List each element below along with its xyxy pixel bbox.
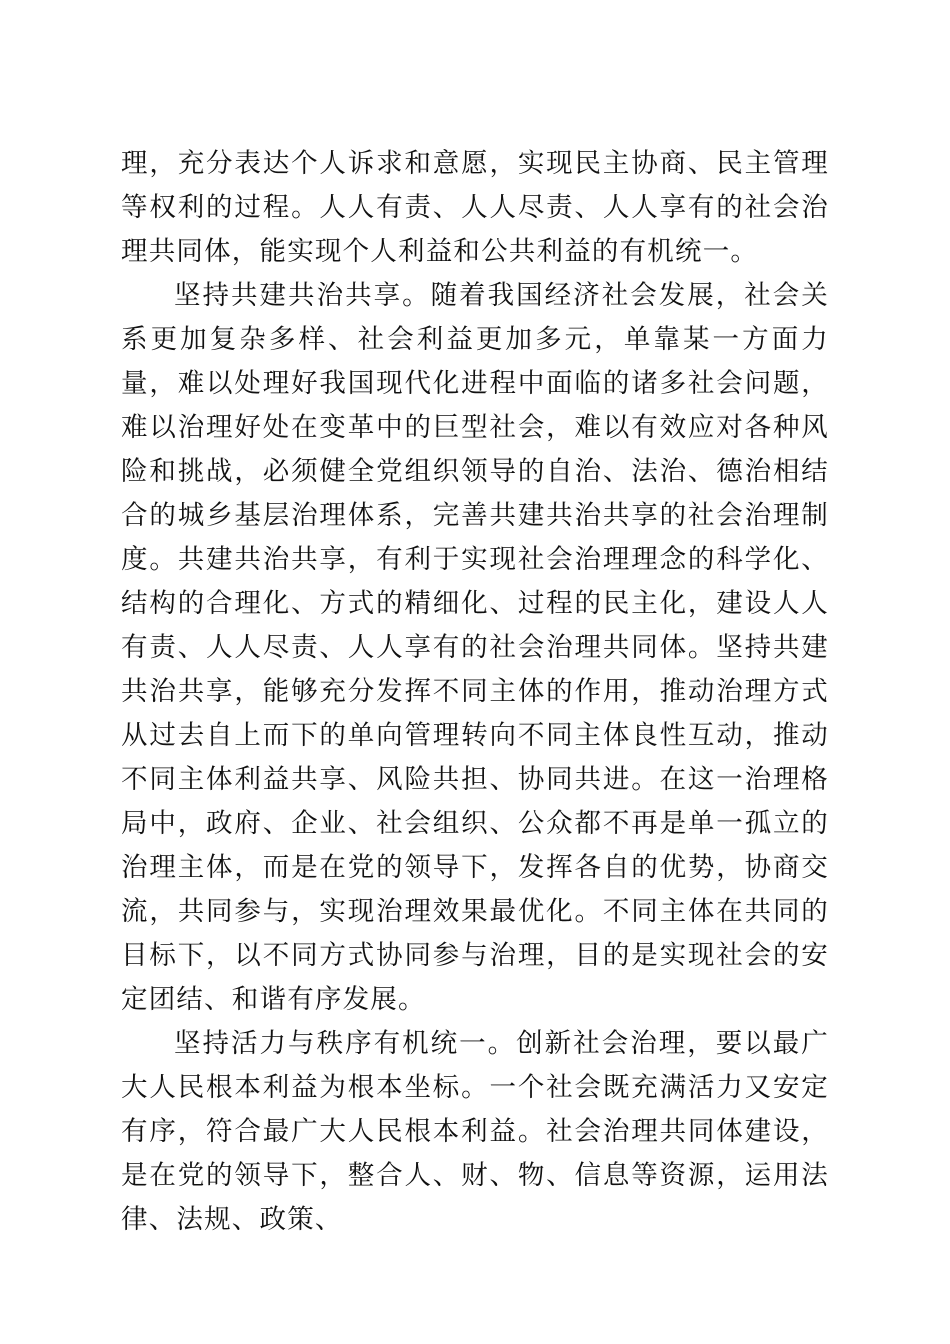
paragraph-co-construction: 坚持共建共治共享。随着我国经济社会发展，社会关系更加复杂多样、社会利益更加多元，单靠某一方面力量，难以处理好我国现代化进程中面临的诸多社会问题，难以治理好处在变革中的巨型社会，难以有效应对各种风险和挑战，必须健全党组织领导的自治、法治、德治相结合的城乡基层治理体系，完善共建共治共享的社会治理制度。共建共治共享，有利于实现社会治理理念的科学化、结构的合理化、方式的精细化、过程的民主化，建设人人有责、人人尽责、人人享有的社会治理共同体。坚持共建共治共享，能够充分发挥不同主体的作用，推动治理方式从过去自上而下的单向管理转向不同主体良性互动，推动不同主体利益共享、风险共担、协同共进。在这一治理格局中，政府、企业、社会组织、公众都不再是单一孤立的治理主体，而是在党的领导下，发挥各自的优势，协商交流，共同参与，实现治理效果最优化。不同主体在共同的目标下，以不同方式协同参与治理，目的是实现社会的安定团结、和谐有序发展。 — [121, 280, 829, 1015]
document-body — [121, 142, 829, 1242]
paragraph-vitality-order: 坚持活力与秩序有机统一。创新社会治理，要以最广大人民根本利益为根本坐标。一个社会既充满活力又安定有序，符合最广大人民根本利益。社会治理共同体建设，是在党的领导下，整合人、财、物、信息等资源，运用法律、法规、政策、 — [121, 1028, 829, 1235]
paragraph-continuation: 理，充分表达个人诉求和意愿，实现民主协商、民主管理等权利的过程。人人有责、人人尽责、人人享有的社会治理共同体，能实现个人利益和公共利益的有机统一。 — [121, 148, 829, 267]
